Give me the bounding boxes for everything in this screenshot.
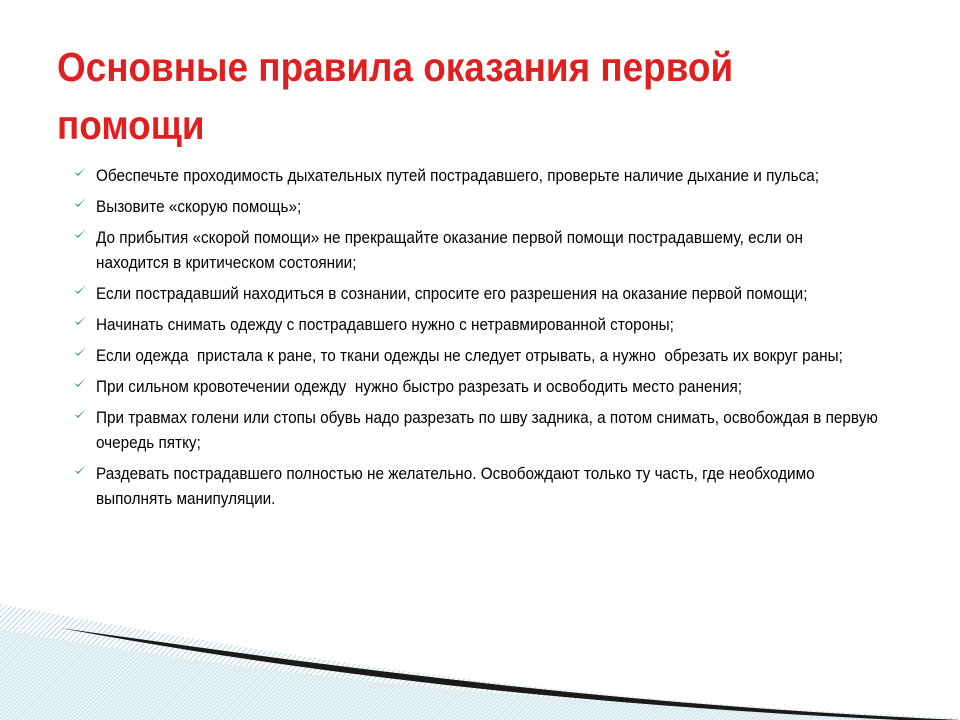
bullet-text: При сильном кровотечении одежду нужно быстро разрезать и освободить место ранения; (96, 377, 743, 396)
bullet-text: Вызовите «скорую помощь»; (96, 197, 302, 216)
title-line-1: Основные правила оказания первой (57, 44, 734, 90)
bullet-item (72, 194, 952, 219)
bullet-item (72, 225, 952, 275)
checkmark-icon (72, 164, 88, 180)
bullet-list (72, 163, 952, 517)
bullet-text: До прибытия «скорой помощи» не прекращайте оказание первой помощи пострадавшему, если он находится в критическом состоянии; (96, 228, 808, 272)
bullet-item (72, 312, 952, 337)
checkmark-icon (72, 344, 88, 360)
title-line-2: помощи (57, 102, 205, 148)
bullet-text: Начинать снимать одежду с пострадавшего нужно с нетравмированной стороны; (96, 315, 674, 334)
bullet-text: Раздевать пострадавшего полностью не желательно. Освобождают только ту часть, где необходимо выполнять манипуляции. (96, 464, 819, 508)
checkmark-icon (72, 313, 88, 329)
checkmark-icon (72, 406, 88, 422)
decorative-swoosh (0, 600, 960, 720)
checkmark-icon (72, 462, 88, 478)
bullet-text: При травмах голени или стопы обувь надо разрезать по шву задника, а потом снимать, освобождая в первую очередь пятку; (96, 408, 883, 452)
bullet-item (72, 374, 952, 399)
bullet-item (72, 343, 952, 368)
bullet-item (72, 281, 952, 306)
checkmark-icon (72, 195, 88, 211)
checkmark-icon (72, 375, 88, 391)
slide-title (57, 38, 831, 154)
bullet-item (72, 163, 952, 188)
bullet-item (72, 461, 952, 511)
bullet-item (72, 405, 952, 455)
bullet-text: Если одежда пристала к ране, то ткани одежды не следует отрывать, а нужно обрезать их вокруг раны; (96, 346, 843, 365)
bullet-text: Обеспечьте проходимость дыхательных путей пострадавшего, проверьте наличие дыхание и пульса; (96, 166, 819, 185)
bullet-text: Если пострадавший находиться в сознании, спросите его разрешения на оказание первой помощи; (96, 284, 808, 303)
checkmark-icon (72, 226, 88, 242)
checkmark-icon (72, 282, 88, 298)
